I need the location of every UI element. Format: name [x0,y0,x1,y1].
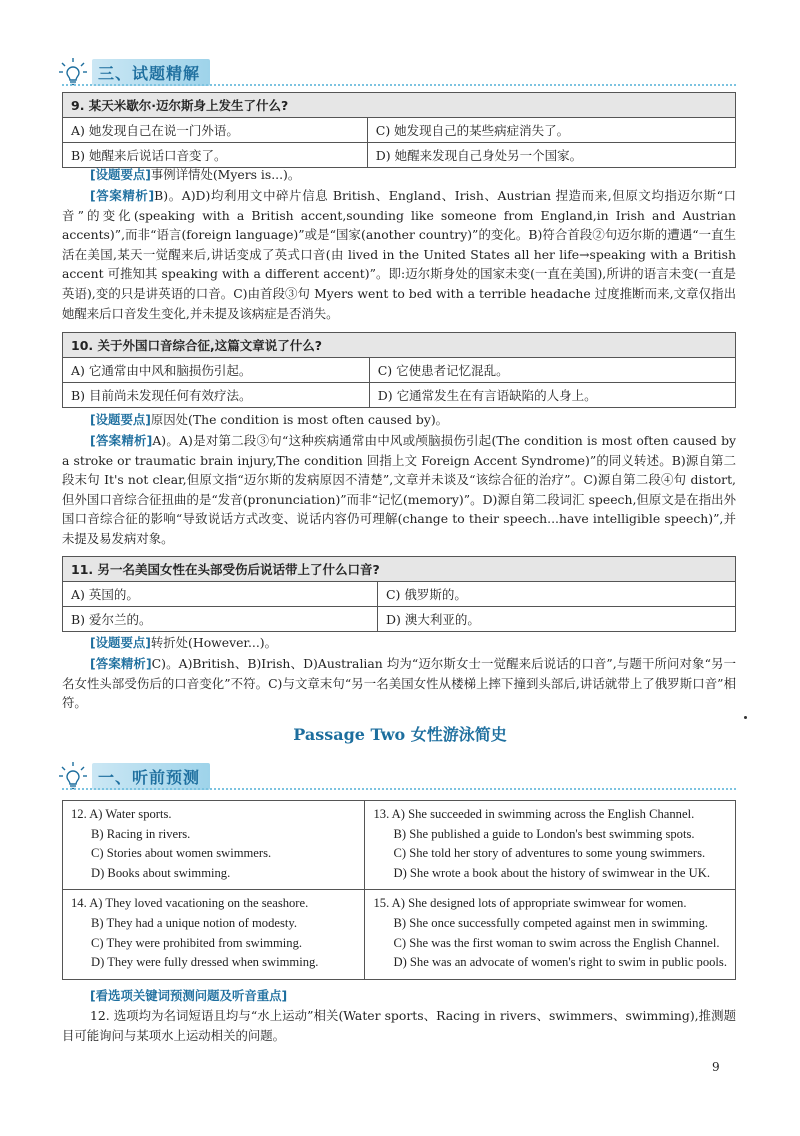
option-b: B) 爱尔兰的。 [63,607,378,632]
question-11-answer [62,654,736,713]
point-text: 事例详情处(Myers is...)。 [150,167,301,182]
question-title: 10. 关于外国口音综合征,这篇文章说了什么? [63,333,736,358]
answer-tag: [答案精析] [90,188,155,203]
lightbulb-icon [58,57,88,87]
option-line: D) They were fully dressed when swimming. [91,955,319,970]
answer-tag: [答案精析] [90,656,152,671]
question-10-answer [62,431,736,549]
option-line: B) She once successfully competed against men in swimming. [393,915,708,930]
option-line: B) She published a guide to London's best swimming spots. [393,826,695,841]
option-line: B) Racing in rivers. [91,826,191,841]
stray-dot [744,716,747,719]
tip-tag: [看选项关键词预测问题及听音重点] [90,988,288,1003]
option-d: D) 它通常发生在有言语缺陷的人身上。 [369,383,735,408]
option-c: C) 她发现自己的某些病症消失了。 [367,118,735,143]
answer-tag: [答案精析] [90,433,153,448]
option-line: D) She was an advocate of women's right to swim in public pools. [393,955,727,970]
question-9-point [90,165,736,185]
section-label: 三、试题精解 [92,59,210,86]
option-b: B) 她醒来后说话口音变了。 [63,143,368,168]
section-divider [62,84,736,86]
prelisten-options-table [62,800,736,980]
prelisten-tip: 12. 选项均为名词短语且均与“水上运动”相关(Water sports、Racing in rivers、swimmers、swimming),推测题目可能询问与某项水上运动相关的问题。 [62,1008,736,1043]
question-title: 11. 另一名美国女性在头部受伤后说话带上了什么口音? [63,557,736,582]
question-9-table [62,92,736,168]
passage-title: Passage Two 女性游泳简史 [293,725,507,744]
section-heading-prelisten [58,762,210,790]
option-line: 14. A) They loved vacationing on the seashore. [71,896,309,911]
question-title: 9. 某天米歇尔·迈尔斯身上发生了什么? [63,93,736,118]
question-12-options [63,801,365,890]
option-b: B) 目前尚未发现任何有效疗法。 [63,383,370,408]
option-a: A) 英国的。 [63,582,378,607]
option-line: C) They were prohibited from swimming. [91,935,303,950]
option-a: A) 她发现自己在说一门外语。 [63,118,368,143]
point-tag: [设题要点] [90,635,151,650]
section-heading-analysis [58,58,210,86]
point-tag: [设题要点] [90,412,151,427]
section-label: 一、听前预测 [92,763,210,790]
option-d: D) 澳大利亚的。 [377,607,735,632]
lightbulb-icon [58,761,88,791]
answer-text: A)。A)是对第二段③句“这种疾病通常由中风或颅脑损伤引起(The condition is most often caused by a stroke or traumatic brain injury,The condition 回指上文 Foreign Accent Syndrome)”的同义转述。B)源自第二段末句 It's not clear,但原文指“迈尔斯的发病原因不清楚”,文章并未谈及“该综合征的治疗”。C)源自第二段④句 distort,但外国口音综合征扭曲的是“发音(pronunciation)”而非“记忆(memory)”。D)源自第二段词汇 speech,但原文是在指出外国口音综合征的影响“导致说话方式改变、说话内容仍可理解(change to their speech...have intelligible speech)”,并未提及易发病对象。 [62,433,737,546]
question-9-answer [62,186,736,323]
option-line: D) Books about swimming. [91,865,231,880]
point-text: 原因处(The condition is most often caused by)。 [150,412,449,427]
option-line: C) She told her story of adventures to some young swimmers. [393,846,706,861]
question-11-table [62,556,736,632]
question-10-point [90,410,736,430]
option-d: D) 她醒来发现自己身处另一个国家。 [367,143,735,168]
option-line: C) She was the first woman to swim across the English Channel. [393,935,720,950]
option-line: B) They had a unique notion of modesty. [91,915,298,930]
question-10-table [62,332,736,408]
question-14-options [63,890,365,979]
option-line: C) Stories about women swimmers. [91,846,272,861]
prelisten-tip-tag [90,986,736,1006]
option-c: C) 俄罗斯的。 [377,582,735,607]
question-13-options [365,801,736,890]
point-tag: [设题要点] [90,167,151,182]
question-15-options [365,890,736,979]
answer-text: C)。A)British、B)Irish、D)Australian 均为“迈尔斯女士一觉醒来后说话的口音”,与题干所问对象“另一名女性头部受伤后的口音变化”不符。C)与文章末句“另一名美国女性从楼梯上摔下撞到头部后,讲话就带上了俄罗斯口音”相符。 [62,656,736,711]
section-divider [62,788,736,790]
page-number: 9 [712,1060,720,1074]
option-line: D) She wrote a book about the history of swimwear in the UK. [393,865,711,880]
answer-text: B)。A)D)均利用文中碎片信息 British、England、Irish、Austrian 捏造而来,但原文均指迈尔斯“口音”的变化(speaking with a British accent,sounding like someone from England,in Irish and Austrian accents)”,而非“语言(foreign language)”或是“国家(another country)”的变化。B)符合首段②句迈尔斯的遭遇“一直生活在美国,某天一觉醒来后,讲话变成了英式口音(由 lived in the United States all her life→speaking with a British accent 可推知其 speaking with a different accent)”。即:迈尔斯身处的国家未变(一直在美国),所讲的语言未变(一直是英语),变的只是讲英语的口音。C)由首段③句 Myers went to bed with a terrible headache 过度推断而来,文章仅指出她醒来后口音发生变化,并未提及该病症是否消失。 [62,188,736,321]
option-line: 12. A) Water sports. [71,807,172,821]
question-11-point [90,633,736,653]
option-line: 15. A) She designed lots of appropriate swimwear for women. [373,896,687,911]
option-a: A) 它通常由中风和脑损伤引起。 [63,358,370,383]
option-c: C) 它使患者记忆混乱。 [369,358,735,383]
point-text: 转折处(However...)。 [150,635,278,650]
option-line: 13. A) She succeeded in swimming across the English Channel. [373,807,695,821]
